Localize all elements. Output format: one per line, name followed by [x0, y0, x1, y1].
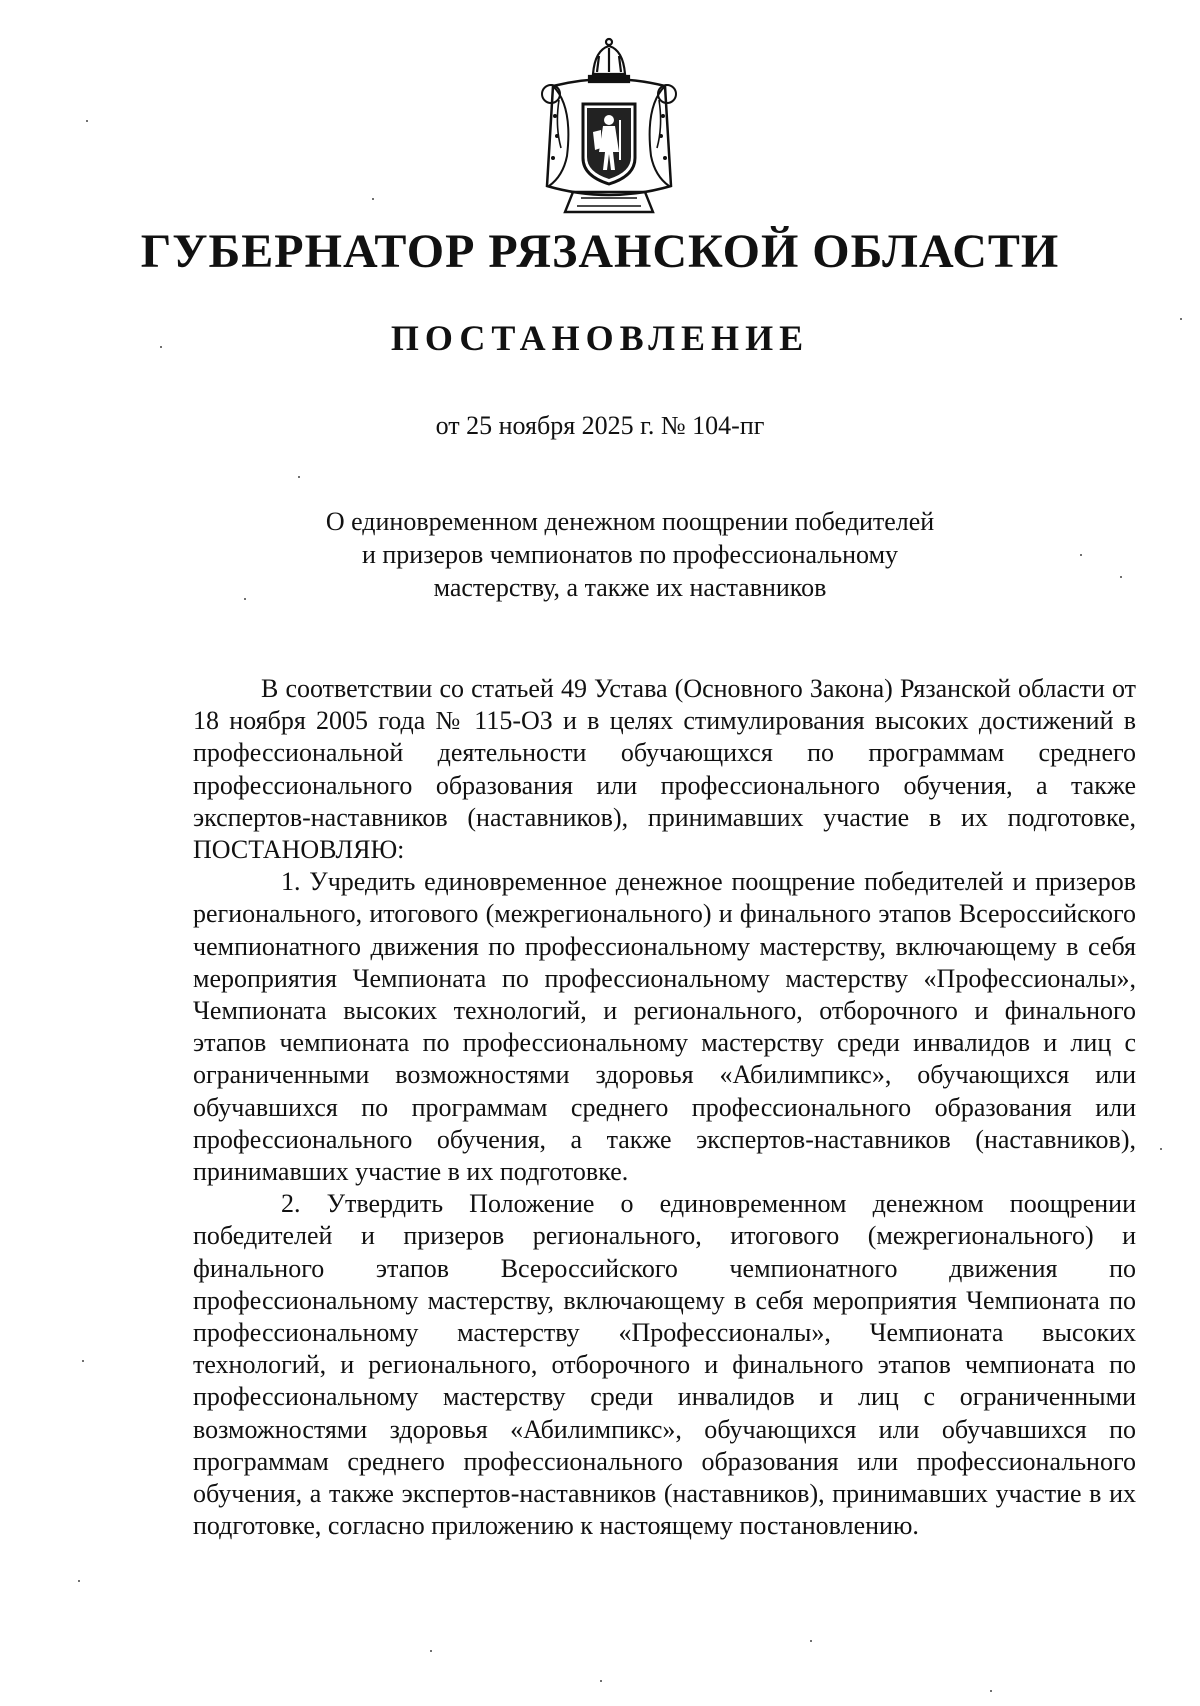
- clause-1-paragraph: 1. Учредить единовременное денежное поощрение победителей и призеров регионального, итогового (межрегионального) и финального этапов Всероссийского чемпионатного движения по профессиональному мастерству, включающему в себя мероприятия Чемпионата по профессиональному мастерству «Профессионалы», Чемпионата высоких технологий, и регионального, отборочного и финального этапов чемпионата по профессиональному мастерству среди инвалидов и лиц с ограниченными возможностями здоровья «Абилимпикс», обучающихся или обучавшихся по программам среднего профессионального образования или профессионального обучения, а также экспертов-наставников (наставников), принимавших участие в их подготовке.: [193, 867, 1136, 1187]
- scan-speck: [1180, 318, 1182, 320]
- scan-speck: [600, 1680, 602, 1682]
- scan-speck: [810, 1640, 812, 1642]
- scan-speck: [244, 598, 246, 600]
- scan-speck: [82, 1360, 84, 1362]
- scan-speck: [160, 346, 162, 348]
- heading-line: О единовременном денежном поощрении победителей: [325, 507, 935, 536]
- scan-speck: [86, 120, 88, 122]
- preamble-paragraph: В соответствии со статьей 49 Устава (Основного Закона) Рязанской области от 18 ноября 2005 года № 115-ОЗ и в целях стимулирования высоких достижений в профессиональной деятельности обучающихся по программам среднего профессионального образования или профессионального обучения, а также экспертов-наставников (наставников), принимавших участие в их подготовке, ПОСТАНОВЛЯЮ:: [193, 674, 1136, 865]
- scan-speck: [298, 476, 300, 478]
- document-date-number: от 25 ноября 2025 г. № 104-пг: [435, 411, 765, 440]
- document-body: [193, 673, 1136, 1542]
- scan-speck: [78, 1580, 80, 1582]
- scan-speck: [372, 198, 374, 200]
- scan-speck: [1080, 554, 1082, 556]
- scan-speck: [430, 1650, 432, 1652]
- issuer-title: ГУБЕРНАТОР РЯЗАНСКОЙ ОБЛАСТИ: [140, 225, 1060, 278]
- heading-line: и призеров чемпионатов по профессиональному: [361, 540, 899, 569]
- scan-speck: [1160, 1148, 1162, 1150]
- scan-speck: [990, 1690, 992, 1692]
- document-type: ПОСТАНОВЛЕНИЕ: [390, 318, 810, 358]
- scan-speck: [1120, 576, 1122, 578]
- coat-of-arms-emblem: [533, 36, 685, 218]
- heading-line: мастерству, а также их наставников: [433, 573, 827, 602]
- document-heading: [250, 505, 1010, 604]
- clause-2-paragraph: 2. Утвердить Положение о единовременном денежном поощрении победителей и призеров регионального, итогового (межрегионального) и финального этапов Всероссийского чемпионатного движения по профессиональному мастерству, включающему в себя мероприятия Чемпионата по профессиональному мастерству «Профессионалы», Чемпионата высоких технологий, и регионального, отборочного и финального этапов чемпионата по профессиональному мастерству среди инвалидов и лиц с ограниченными возможностями здоровья «Абилимпикс», обучающихся или обучавшихся по программам среднего профессионального образования или профессионального обучения, а также экспертов-наставников (наставников), принимавших участие в их подготовке, согласно приложению к настоящему постановлению.: [193, 1189, 1136, 1541]
